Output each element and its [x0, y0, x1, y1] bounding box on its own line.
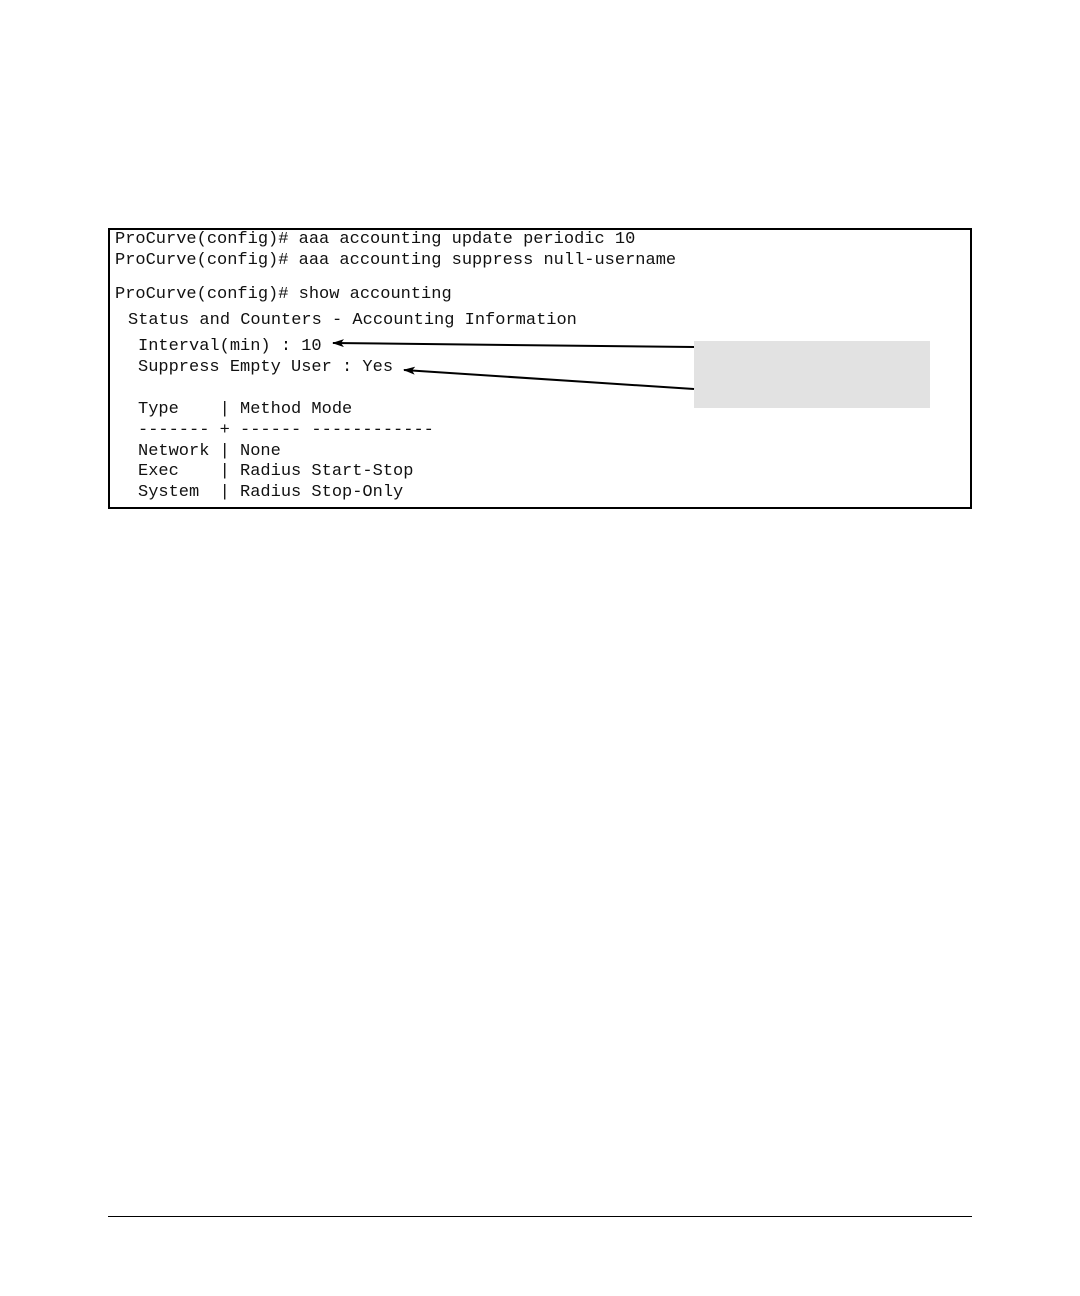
table-row-system: System | Radius Stop-Only — [138, 483, 404, 502]
footer-rule — [108, 1216, 972, 1217]
callout-box — [694, 341, 930, 408]
table-row-exec: Exec | Radius Start-Stop — [138, 462, 414, 481]
output-title: Status and Counters - Accounting Information — [128, 311, 577, 330]
command-line-update-periodic: ProCurve(config)# aaa accounting update periodic 10 — [115, 230, 636, 249]
table-separator: ------- + ------ ------------ — [138, 421, 434, 440]
setting-interval: Interval(min) : 10 — [138, 337, 322, 356]
table-header: Type | Method Mode — [138, 400, 353, 419]
command-line-suppress-null-username: ProCurve(config)# aaa accounting suppress null-username — [115, 251, 677, 270]
table-row-network: Network | None — [138, 442, 281, 461]
command-line-show-accounting: ProCurve(config)# show accounting — [115, 285, 452, 304]
setting-suppress-empty-user: Suppress Empty User : Yes — [138, 358, 394, 377]
